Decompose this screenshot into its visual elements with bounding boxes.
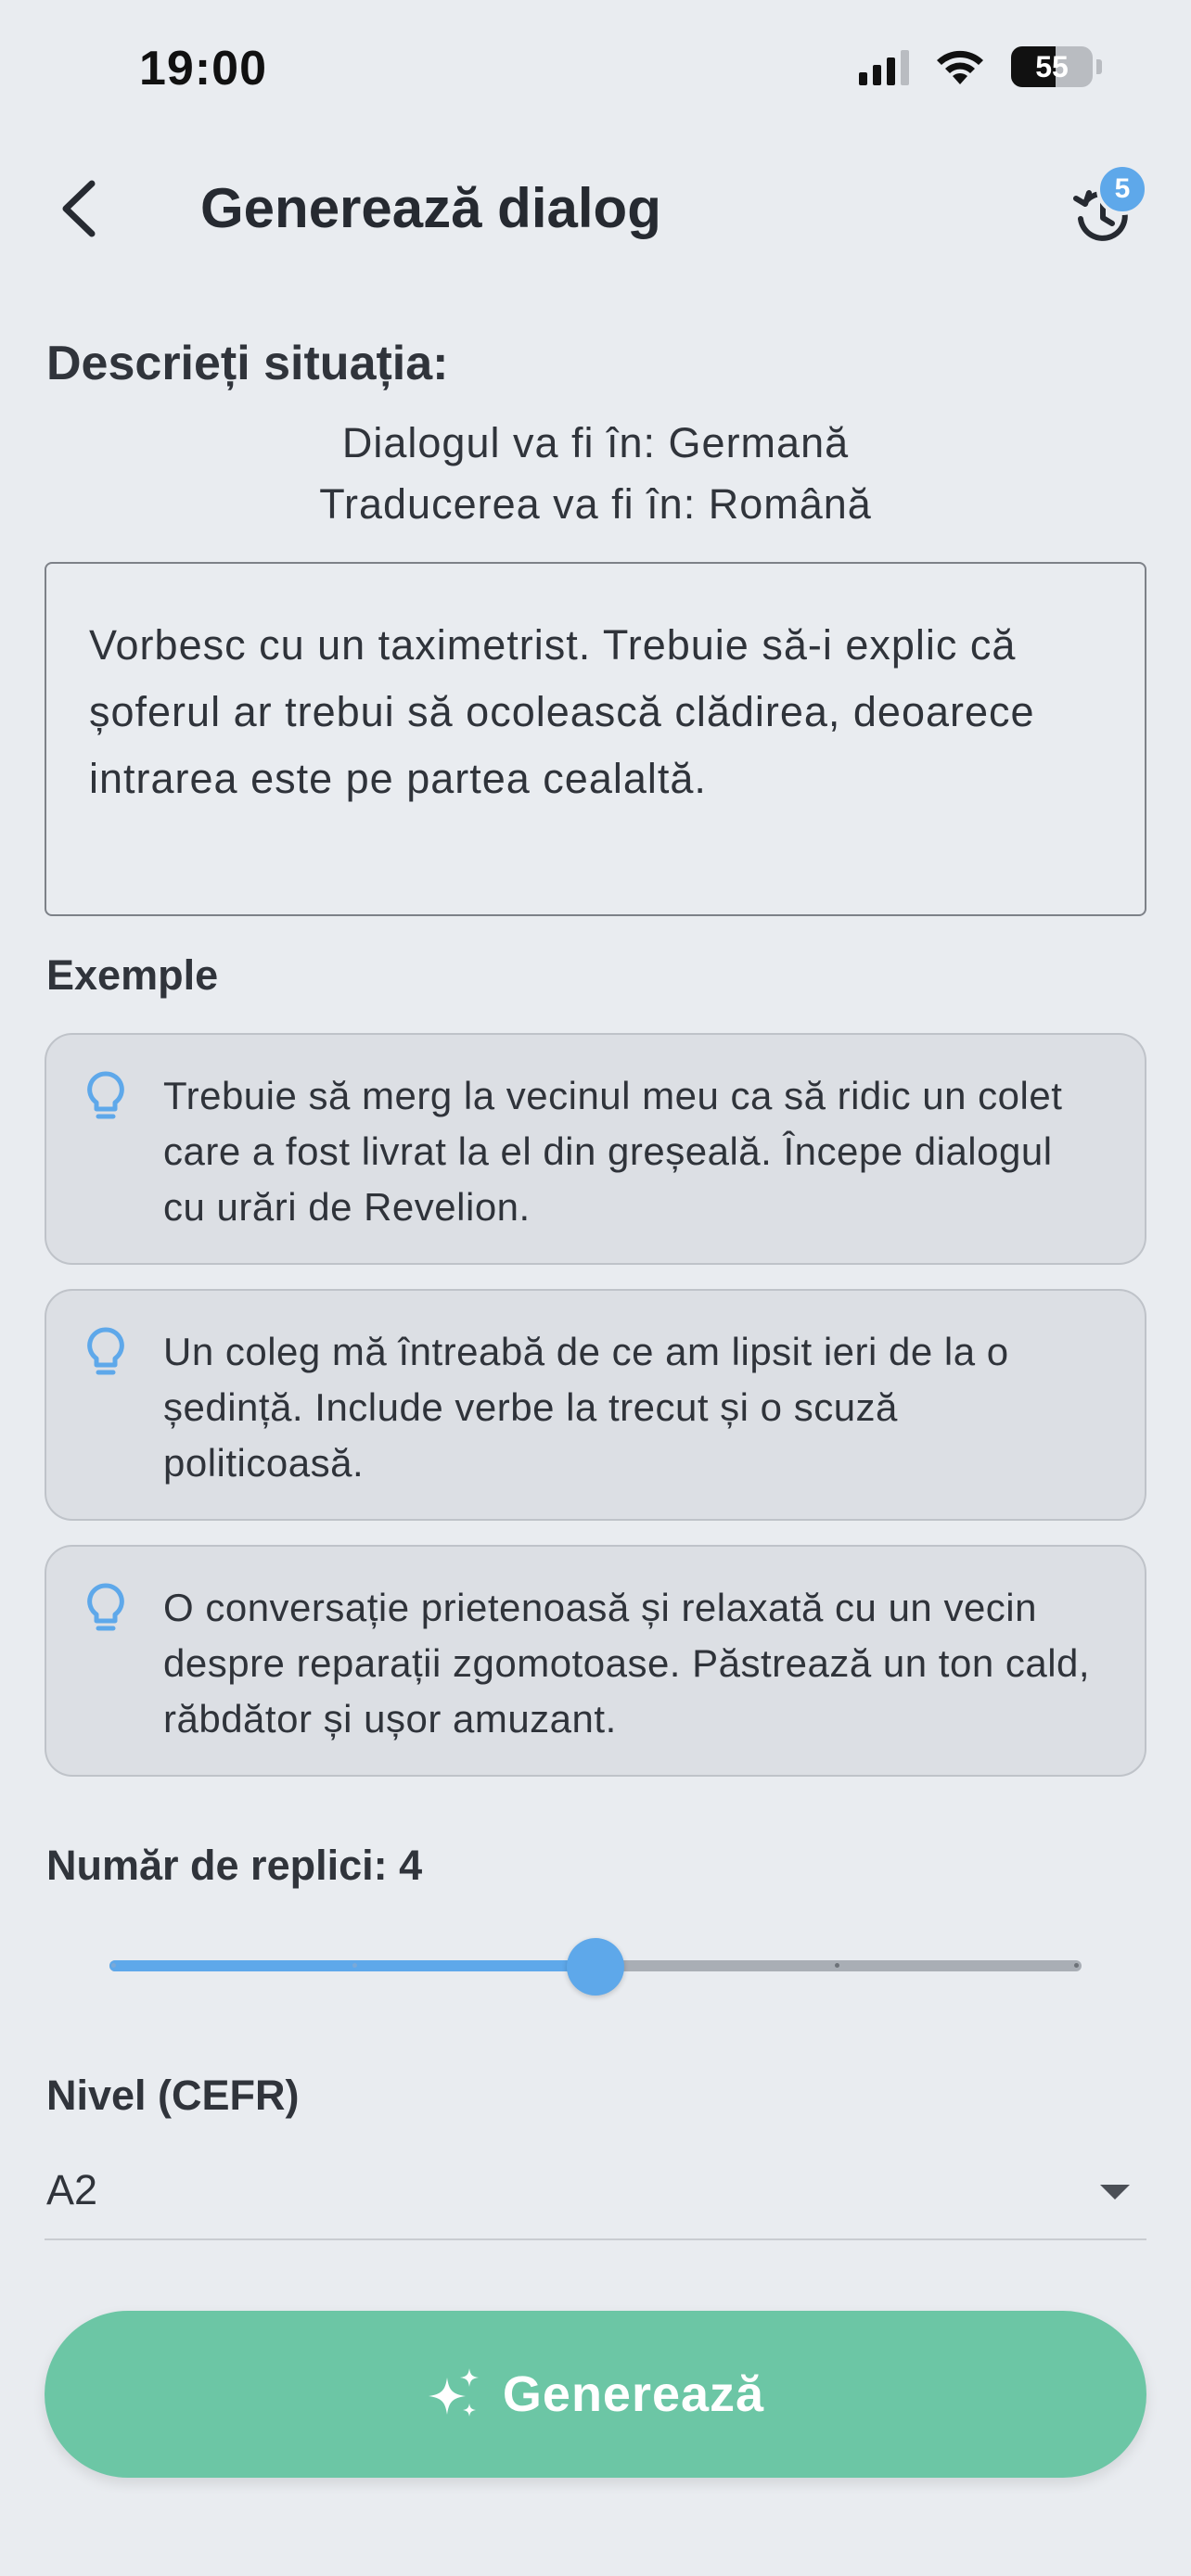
- example-text: Un coleg mă întreabă de ce am lipsit ieri de la o ședință. Include verbe la trecut și o scuză politicoasă.: [163, 1330, 1009, 1485]
- cellular-signal-icon: [859, 48, 909, 85]
- example-card[interactable]: [45, 1545, 1146, 1777]
- lightbulb-icon: [85, 1582, 126, 1636]
- slider-thumb[interactable]: [567, 1938, 624, 1996]
- dialog-language-info: Dialogul va fi în: Germană: [341, 419, 850, 466]
- lightbulb-icon: [85, 1070, 126, 1124]
- sparkles-icon: [427, 2366, 482, 2422]
- example-text: O conversație prietenoasă și relaxată cu un vecin despre reparații zgomotoase. Păstrează un ton cald, răbdător și ușor amuzant.: [163, 1586, 1091, 1741]
- examples-label: Exemple: [46, 951, 219, 999]
- status-time: 19:00: [139, 42, 267, 96]
- battery-level: 55: [1035, 49, 1069, 83]
- dropdown-caret-icon: [1100, 2185, 1130, 2200]
- replies-slider[interactable]: [109, 1942, 1082, 1988]
- slider-tick: [111, 1963, 116, 1968]
- wifi-icon: [933, 47, 987, 86]
- generate-button-label: Generează: [502, 2366, 765, 2422]
- history-button[interactable]: [1048, 158, 1150, 260]
- example-card[interactable]: [45, 1289, 1146, 1521]
- chevron-left-icon: [58, 180, 99, 237]
- example-card[interactable]: [45, 1033, 1146, 1265]
- replies-label: Număr de replici: 4: [46, 1842, 423, 1889]
- header: [0, 148, 1191, 269]
- slider-tick: [835, 1963, 839, 1968]
- generate-button[interactable]: [45, 2311, 1146, 2478]
- describe-label: Descrieți situația:: [46, 337, 449, 390]
- back-button[interactable]: [46, 176, 111, 241]
- translation-language-info: Traducerea va fi în: Română: [319, 480, 872, 528]
- battery-icon: [1011, 46, 1093, 87]
- status-icons: [859, 46, 1102, 87]
- level-label: Nivel (CEFR): [46, 2072, 300, 2119]
- status-bar: [0, 0, 1191, 139]
- situation-input[interactable]: Vorbesc cu un taximetrist. Trebuie să-i explic că șoferul ar trebui să ocolească clădirea, deoarece intrarea este pe partea cealaltă.: [45, 562, 1146, 916]
- level-selected-value: A2: [46, 2166, 98, 2213]
- page-title: Generează dialog: [200, 177, 661, 239]
- level-dropdown[interactable]: [45, 2161, 1146, 2240]
- slider-tick: [1074, 1963, 1079, 1968]
- lightbulb-icon: [85, 1326, 126, 1380]
- history-count-badge: 5: [1096, 163, 1148, 215]
- example-text: Trebuie să merg la vecinul meu ca să ridic un colet care a fost livrat la el din greșeală. Începe dialogul cu urări de Revelion.: [163, 1074, 1063, 1229]
- slider-tick: [352, 1963, 357, 1968]
